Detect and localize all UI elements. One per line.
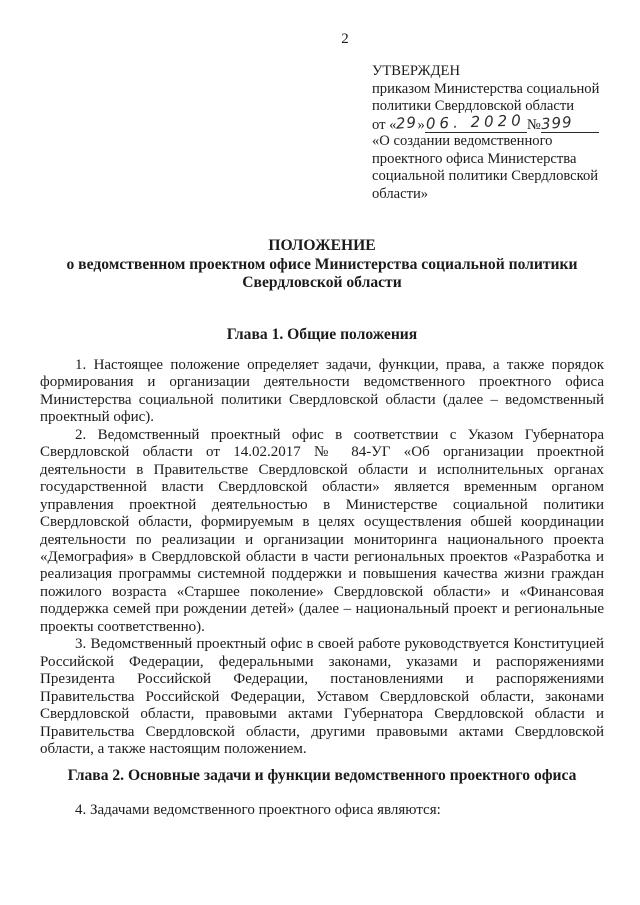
number-underline: [540, 112, 599, 133]
title-line-2: о ведомственном проектном офисе Министерства социальной политики: [66, 255, 578, 273]
approval-status: УТВЕРЖДЕН: [372, 63, 460, 79]
document-title: [40, 237, 604, 293]
date-close-quote: »: [417, 116, 425, 133]
paragraph-2: 2. Ведомственный проектный офис в соответствии с Указом Губернатора Свердловской области от 14.02.2017 № 84-УГ «Об организации проектной деятельности в Правительстве Свердловской области и исполнительных органах государственной власти Свердловской области» является временным органом управления проектной деятельностью в Министерстве социальной политики Свердловской области, формируемым в целях осуществления обшей координации деятельности по реализации и организации мониторинга национального проекта «Демография» в Свердловской области в части региональных проектов «Разработка и реализация программы системной поддержки и повышения качества жизни граждан пожилого возраста «Старшее поколение» Свердловской области» и «Финансовая поддержка семей при рождении детей» (далее – национальный проект и региональные проекты соответственно).: [40, 426, 604, 635]
approval-block: [372, 63, 608, 203]
handwritten-number: 399: [540, 112, 573, 133]
date-prefix: от «: [372, 116, 397, 133]
handwritten-date: 06. 2020: [426, 110, 526, 133]
approval-line: области»: [372, 185, 429, 202]
paragraph-1: 1. Настоящее положение определяет задачи, функции, права, а также порядок формирования и организации деятельности ведомственного проектного офиса Министерства социальной политики Свердловской области (далее – ведомственный проектный офис).: [40, 357, 604, 426]
approval-line: проектного офиса Министерства: [372, 150, 577, 167]
chapter-1-heading: Глава 1. Общие положения: [226, 325, 418, 343]
page-number: 2: [341, 31, 349, 47]
approval-line: политики Свердловской области: [372, 98, 575, 114]
approval-line: приказом Министерства социальной: [372, 80, 600, 97]
approval-line: социальной политики Свердловской: [372, 168, 599, 184]
chapter-1-body: [40, 357, 604, 758]
title-line-1: ПОЛОЖЕНИЕ: [268, 237, 376, 254]
paragraph-3: 3. Ведомственный проектный офис в своей работе руководствуется Конституцией Российской Федерации, федеральными законами, указами и распоряжениями Президента Российской Федерации, постановлениями и распоряжениями Правительства Российской Федерации, Уставом Свердловской области, законами Свердловской области, правовыми актами Губернатора Свердловской области и Правительства Свердловской области, другими правовыми актами Свердловской области, а также настоящим положением.: [40, 636, 604, 757]
approval-line: «О создании ведомственного: [372, 133, 553, 149]
number-sign: №: [526, 116, 541, 133]
paragraph-4: 4. Задачами ведомственного проектного офиса являются:: [75, 801, 441, 818]
chapter-2-heading: Глава 2. Основные задачи и функции ведомственного проектного офиса: [67, 767, 577, 785]
approval-date-line: [372, 110, 608, 134]
handwritten-day: 29: [395, 112, 419, 133]
title-line-3: Свердловской области: [242, 274, 402, 291]
date-underline: [425, 110, 527, 133]
document-page: [0, 30, 640, 905]
